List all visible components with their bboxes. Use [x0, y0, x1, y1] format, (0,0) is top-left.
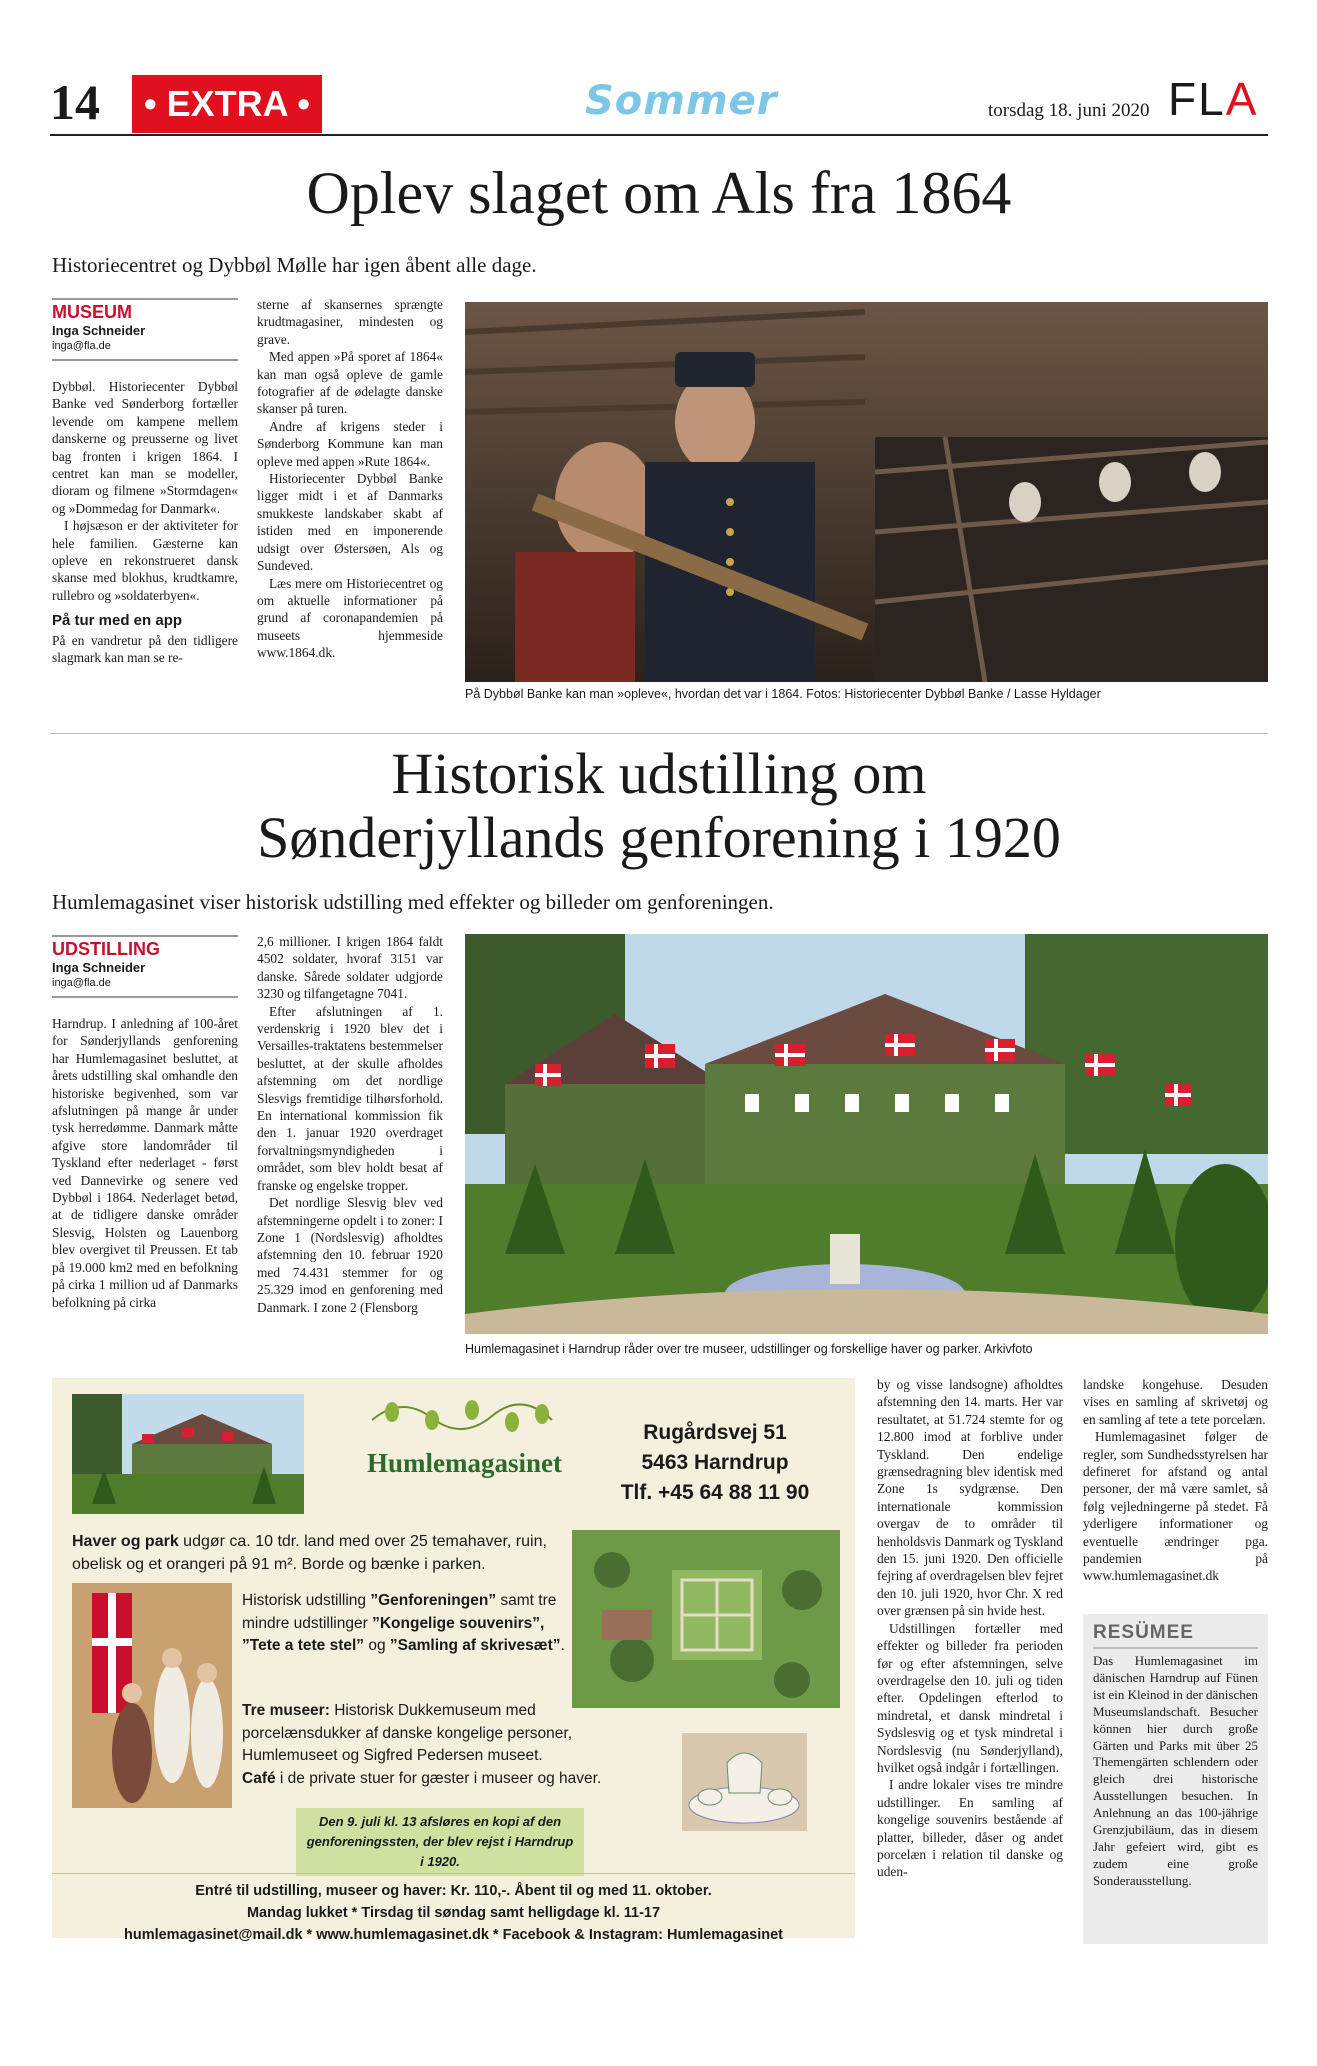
paragraph: by og visse landsogne) afholdtes afstemning den 14. marts. Her var resultatet, at 51.724 stemte for og 12.800 imod at forblive under Tyskland. Den endelige grænsedragning blev identisk med Zone 1s sydgrænse. Den internationale kommission overgav de to områder til henholdsvis Danmark og Tyskland den 15. juni 1920. Den officielle fejring af overdragelsen blev fejret den 10. juli 1920, hvor Chr. X red over grænsen på sin hvide hest.: [877, 1377, 1063, 1619]
paragraph: landske kongehuse. Desuden vises en samling af skrivetøj og en samling af tete a tete porcelæn.: [1083, 1377, 1268, 1427]
ad-garden-photo: [72, 1394, 304, 1514]
paragraph: 2,6 millioner. I krigen 1864 faldt 4502 soldater, hvoraf 3151 var danske. Sårede soldater udgjorde 3230 og tilfangetagne 7041.: [257, 934, 443, 1002]
ad-museums-bold: Tre museer:: [242, 1702, 330, 1719]
ad-address-line2: 5463 Harndrup: [641, 1451, 789, 1474]
ad-address-line1: Rugårdsvej 51: [643, 1421, 787, 1444]
paragraph: Efter afslutningen af 1. verdenskrig i 1920 blev det i Versailles-traktatens bestemmelser besluttet, at der skulle afholdes afstemning om det nordlige Slesvigs fremtidige tilhørsforhold. En international kommission fik den 1. januar 1920 overdraget forvaltningsmyndigheden i området, som blev holdt besat af franske og engelske tropper.: [257, 1003, 443, 1193]
article2-column4: [1083, 1376, 1268, 1585]
resume-box: [1083, 1614, 1268, 1944]
article2-headline: [50, 742, 1268, 870]
paragraph: På en vandretur på den tidligere slagmark kan man se re-: [52, 632, 238, 666]
ad-phone: Tlf. +45 64 88 11 90: [620, 1481, 810, 1504]
article2-column1: [52, 1015, 238, 1311]
ad-exhibit-mid: samt tre mindre udstillinger: [242, 1592, 557, 1632]
hop-vine-ornament: [362, 1390, 562, 1442]
article2-subheadline: Humlemagasinet viser historisk udstilling med effekter og billeder om genforeningen.: [52, 890, 774, 914]
article2-kicker: UDSTILLING: [52, 939, 160, 959]
ad-exhibit-sub-titles: ”Kongelige souvenirs”, ”Tete a tete stel”: [242, 1614, 545, 1654]
article1-caption: På Dybbøl Banke kan man »opleve«, hvordan det var i 1864. Fotos: Historiecenter Dybbøl Banke / Lasse Hyldager: [465, 687, 1101, 701]
logo-part1: FL: [1168, 73, 1226, 125]
paragraph: Historiecenter Dybbøl Banke ligger midt i et af Danmarks smukkeste landskaber skabt af istiden med en imponerende udsigt over Østersøen, Als og Sundeved.: [257, 471, 443, 574]
ad-park-detail: udgør ca. 10 tdr. land med over 25 temahaver, ruin, obelisk og et orangeri på 91 m². Borde og bænke i parken.: [72, 1533, 547, 1573]
ad-exhibit-end: .: [560, 1637, 565, 1654]
article2-caption: Humlemagasinet i Harndrup råder over tre museer, udstillinger og forskellige haver og parker. Arkivfoto: [465, 1342, 1033, 1356]
ad-footer-hours: Mandag lukket * Tirsdag til søndag samt helligdage kl. 11-17: [246, 1905, 661, 1921]
ad-exhibit-writing-set: ”Samling af skrivesæt”: [389, 1637, 561, 1654]
humlemagasinet-garden-photo: [465, 934, 1268, 1334]
ad-exhibit-text: [242, 1590, 567, 1658]
article1-headline: Oplev slaget om Als fra 1864: [306, 160, 1012, 226]
ad-footer-entry: Entré til udstilling, museer og haver: Kr. 110,-. Åbent til og med 11. oktober.: [195, 1883, 712, 1899]
ad-park-text: [72, 1530, 592, 1576]
paragraph: Udstillingen fortæller med effekter og billeder fra perioden før og efter afstemningen, selve overdragelse den 10. juli og tiden efter. Opdelingen efterlod to mindretal, et dansk mindretal i Sydslesvig og et tysk mindretal i Nordslesvig (nu Sønderjylland), hvilket også indgår i fortællingen.: [877, 1620, 1063, 1775]
article1-byline: [52, 298, 238, 361]
ad-aerial-photo: [572, 1530, 840, 1708]
article-divider: [50, 733, 1268, 734]
ad-museums-detail: Historisk Dukkemuseum med porcelænsdukker af danske kongelige personer, Humlemuseet og Sigfred Pedersen museet.: [242, 1702, 573, 1764]
article2-byline: [52, 935, 238, 998]
article1-crosshead: På tur med en app: [52, 612, 183, 630]
ad-note-box: Den 9. juli kl. 13 afsløres en kopi af den genforeningssten, der blev rejst i Harndrup i 1920.: [296, 1808, 584, 1876]
paragraph: Harndrup. I anledning af 100-året for Sønderjyllands genforening har Humlemagasinet besluttet, at årets udstilling skal omhandle den historiske begivenhed, som var afslutningen på mange år under tysk herredømme. Danmark måtte afgive store landområder til Tyskland efter nederlaget - først ved Dannevirke og senere ved Dybbøl i 1864. Nederlaget betød, at de tidligere danske områder Slesvig, Holsten og Lauenborg blev overgivet til Preussen. Et tab på 19.000 km2 med en befolkning på cirka 1 million ud af Danmarks befolkning på cirka: [52, 1016, 238, 1310]
article1-author: Inga Schneider: [52, 323, 146, 338]
paragraph: Læs mere om Historiecentret og om aktuelle informationer på grund af coronapandemien på museets hjemmeside www.1864.dk.: [257, 575, 443, 661]
ad-cafe-text: [242, 1768, 642, 1791]
ad-exhibit-title: ”Genforeningen”: [370, 1592, 497, 1609]
resume-text: Das Humlemagasinet im dänischen Harndrup auf Fünen ist ein Kleinod in der dänischen Museumslandschaft. Besucher können hier durch große Gärten und Parks mit über 25 Themengärten schlendern oder gleich drei historische Ausstellungen besuchen. In Anlehnung an das 100-jährige Grenzjubiläum, das in diesem Jahr gefeiert wird, gibt es zudem eine große Sonderausstellung.: [1093, 1653, 1258, 1888]
article1-photo: [465, 302, 1268, 682]
paragraph: sterne af skansernes sprængte krudtmagasiner, mindesten og grave.: [257, 297, 443, 347]
newspaper-logo: [1168, 74, 1258, 124]
paragraph: Dybbøl. Historiecenter Dybbøl Banke ved Sønderborg fortæller levende om kampene mellem danskerne og preusserne og livet bag fronten i krigen 1864. I centret kan man se modeller, dioram og filmene »Stormdagen« og »Dommedag for Danmark«.: [52, 379, 238, 516]
header-rule: [50, 134, 1268, 136]
article1-column1: [52, 378, 238, 667]
paragraph: Humlemagasinet følger de regler, som Sundhedsstyrelsen har defineret for afstand og antal personer, der må være samlet, så følg vejledningerne på stedet. Få yderligere informationer og eventuelle ændringer pga. pandemien på www.humlemagasinet.dk: [1083, 1429, 1268, 1584]
article1-column2: [257, 296, 443, 662]
ad-contact: [600, 1418, 830, 1508]
issue-date: torsdag 18. juni 2020: [988, 100, 1150, 121]
paragraph: Andre af krigens steder i Sønderborg Kommune kan man opleve med appen »Rute 1864«.: [257, 418, 443, 469]
article1-email: inga@fla.de: [52, 340, 111, 352]
article2-column3: [877, 1376, 1063, 1881]
article2-column2: [257, 933, 443, 1316]
supplement-logo: Sommer: [585, 78, 778, 124]
ad-footer: [52, 1873, 855, 1946]
logo-part2: A: [1225, 73, 1259, 125]
article2-headline-line1: Historisk udstilling om: [391, 741, 927, 806]
ad-footer-contacts[interactable]: humlemagasinet@mail.dk * www.humlemagasinet.dk * Facebook & Instagram: Humlemagasinet: [123, 1927, 784, 1943]
ad-cafe-detail: i de private stuer for gæster i museer og haver.: [275, 1770, 602, 1787]
ad-brand: Humlemagasinet: [367, 1448, 562, 1478]
article2-headline-line2: Sønderjyllands genforening i 1920: [257, 805, 1061, 870]
paragraph: I andre lokaler vises tre mindre udstillinger. En samling af kongelige souvenirs bestående af platter, billeder, dåser og andet porcelæn i relation til danske og uden-: [877, 1777, 1063, 1880]
article2-author: Inga Schneider: [52, 960, 146, 975]
ad-exhibit-and: og: [364, 1637, 390, 1654]
article2-photo: [465, 934, 1268, 1334]
ad-museums-text: [242, 1700, 642, 1768]
paragraph: I højsæson er der aktiviteter for hele familien. Gæsterne kan opleve en rekonstrueret dansk skanse med blokhus, krudtkamre, rullebro og »soldaterbyen«.: [52, 518, 238, 603]
article1-subheadline: Historiecentret og Dybbøl Mølle har igen åbent alle dage.: [52, 253, 537, 277]
resume-title: RESÜMEE: [1093, 1622, 1258, 1649]
page-number: 14: [50, 74, 100, 130]
section-label: • EXTRA •: [132, 75, 322, 133]
paragraph: Det nordlige Slesvig blev ved afstemningerne opdelt i to zoner: I Zone 1 (Nordslesvig) afholdtes afstemning den 10. februar 1920 med 74.431 stemmer for og 25.329 imod en genforening med Danmark. I zone 2 (Flensborg: [257, 1195, 443, 1315]
paragraph: Med appen »På sporet af 1864« kan man også opleve de gamle fotografier af de ødelagte danske skanser på turen.: [257, 349, 443, 417]
article1-kicker: MUSEUM: [52, 302, 132, 322]
advertisement: [52, 1378, 855, 1943]
ad-cafe-bold: Café: [242, 1770, 276, 1787]
ad-porcelain-photo: [682, 1733, 807, 1831]
article2-email: inga@fla.de: [52, 977, 111, 989]
ad-historic-painting: [72, 1583, 232, 1808]
reenactment-photo: [465, 302, 1268, 682]
ad-park-bold: Haver og park: [72, 1533, 179, 1550]
ad-exhibit-lead: Historisk udstilling: [242, 1592, 371, 1609]
